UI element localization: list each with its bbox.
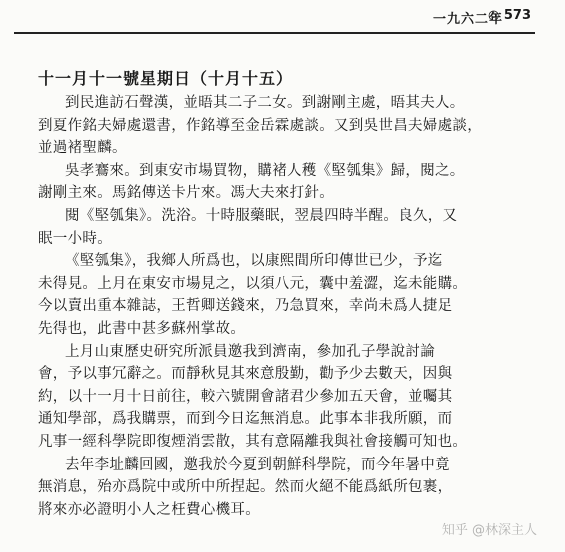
text-line: 未得見。上月在東安市場見之，以須八元，囊中羞澀，迄未能購。 [38,275,468,292]
text-line: 吳孝鶱來。到東安市場買物，購褚人穫《堅瓠集》歸，閱之。 [65,162,465,179]
text-line: 上月山東歷史研究所派員邀我到濟南，參加孔子學說討論 [65,343,435,360]
text-line: 通知學部，爲我購票，而到今日迄無消息。此事本非我所願，而 [38,411,453,428]
text-line: 閱《堅瓠集》。洗浴。十時服藥眠，翌晨四時半醒。良久，又 [65,207,458,224]
text-line: 無消息，殆亦爲院中或所中所捏起。然而火絕不能爲紙所包裹， [38,479,453,496]
text-line: 約，以十一月十日前往，較六號開會諸君少參加五天會，並囑其 [38,388,453,405]
text-line: 會，予以事冗辭之。而靜秋見其來意殷勤，勸予少去數天，因與 [38,366,453,383]
diary-entry-body [38,92,528,521]
header-rule [14,32,535,34]
text-line: 謝剛主來。馬銘傳送卡片來。馮大夫來打針。 [38,185,334,202]
text-line: 去年李址麟回國，邀我於今夏到朝鮮科學院，而今年暑中竟 [65,456,450,473]
text-line: 先得也，此書中甚多蘇州掌故。 [38,320,246,337]
page-number: ◎ 573 [487,8,531,23]
text-line: 將來亦必證明小人之枉費心機耳。 [38,501,260,518]
text-line: 到民進訪石聲漢，並晤其二子二女。到謝剛主處，晤其夫人。 [65,95,465,111]
text-line: 《堅瓠集》，我鄉人所爲也，以康熙間所印傳世已少，予迄 [65,253,443,270]
diary-entry-heading: 十一月十一號星期日（十月十五） [38,69,294,88]
text-line: 今以賣出重本雜誌，王哲卿送錢來，乃急買來，幸尚未爲人捷足 [38,298,453,315]
text-line: 到夏作銘夫婦處還書，作銘導至金岳霖處談。又到吳世昌夫婦處談， [38,117,482,134]
running-header-year: 一九六二年 [432,12,503,27]
text-line: 並過褚聖麟。 [38,140,127,157]
text-line: 眠一小時。 [38,230,112,247]
text-line: 凡事一經科學院即復煙消雲散，其有意隔離我與社會接觸可知也。 [38,433,468,450]
watermark: 知乎 @林深主人 [441,523,537,538]
